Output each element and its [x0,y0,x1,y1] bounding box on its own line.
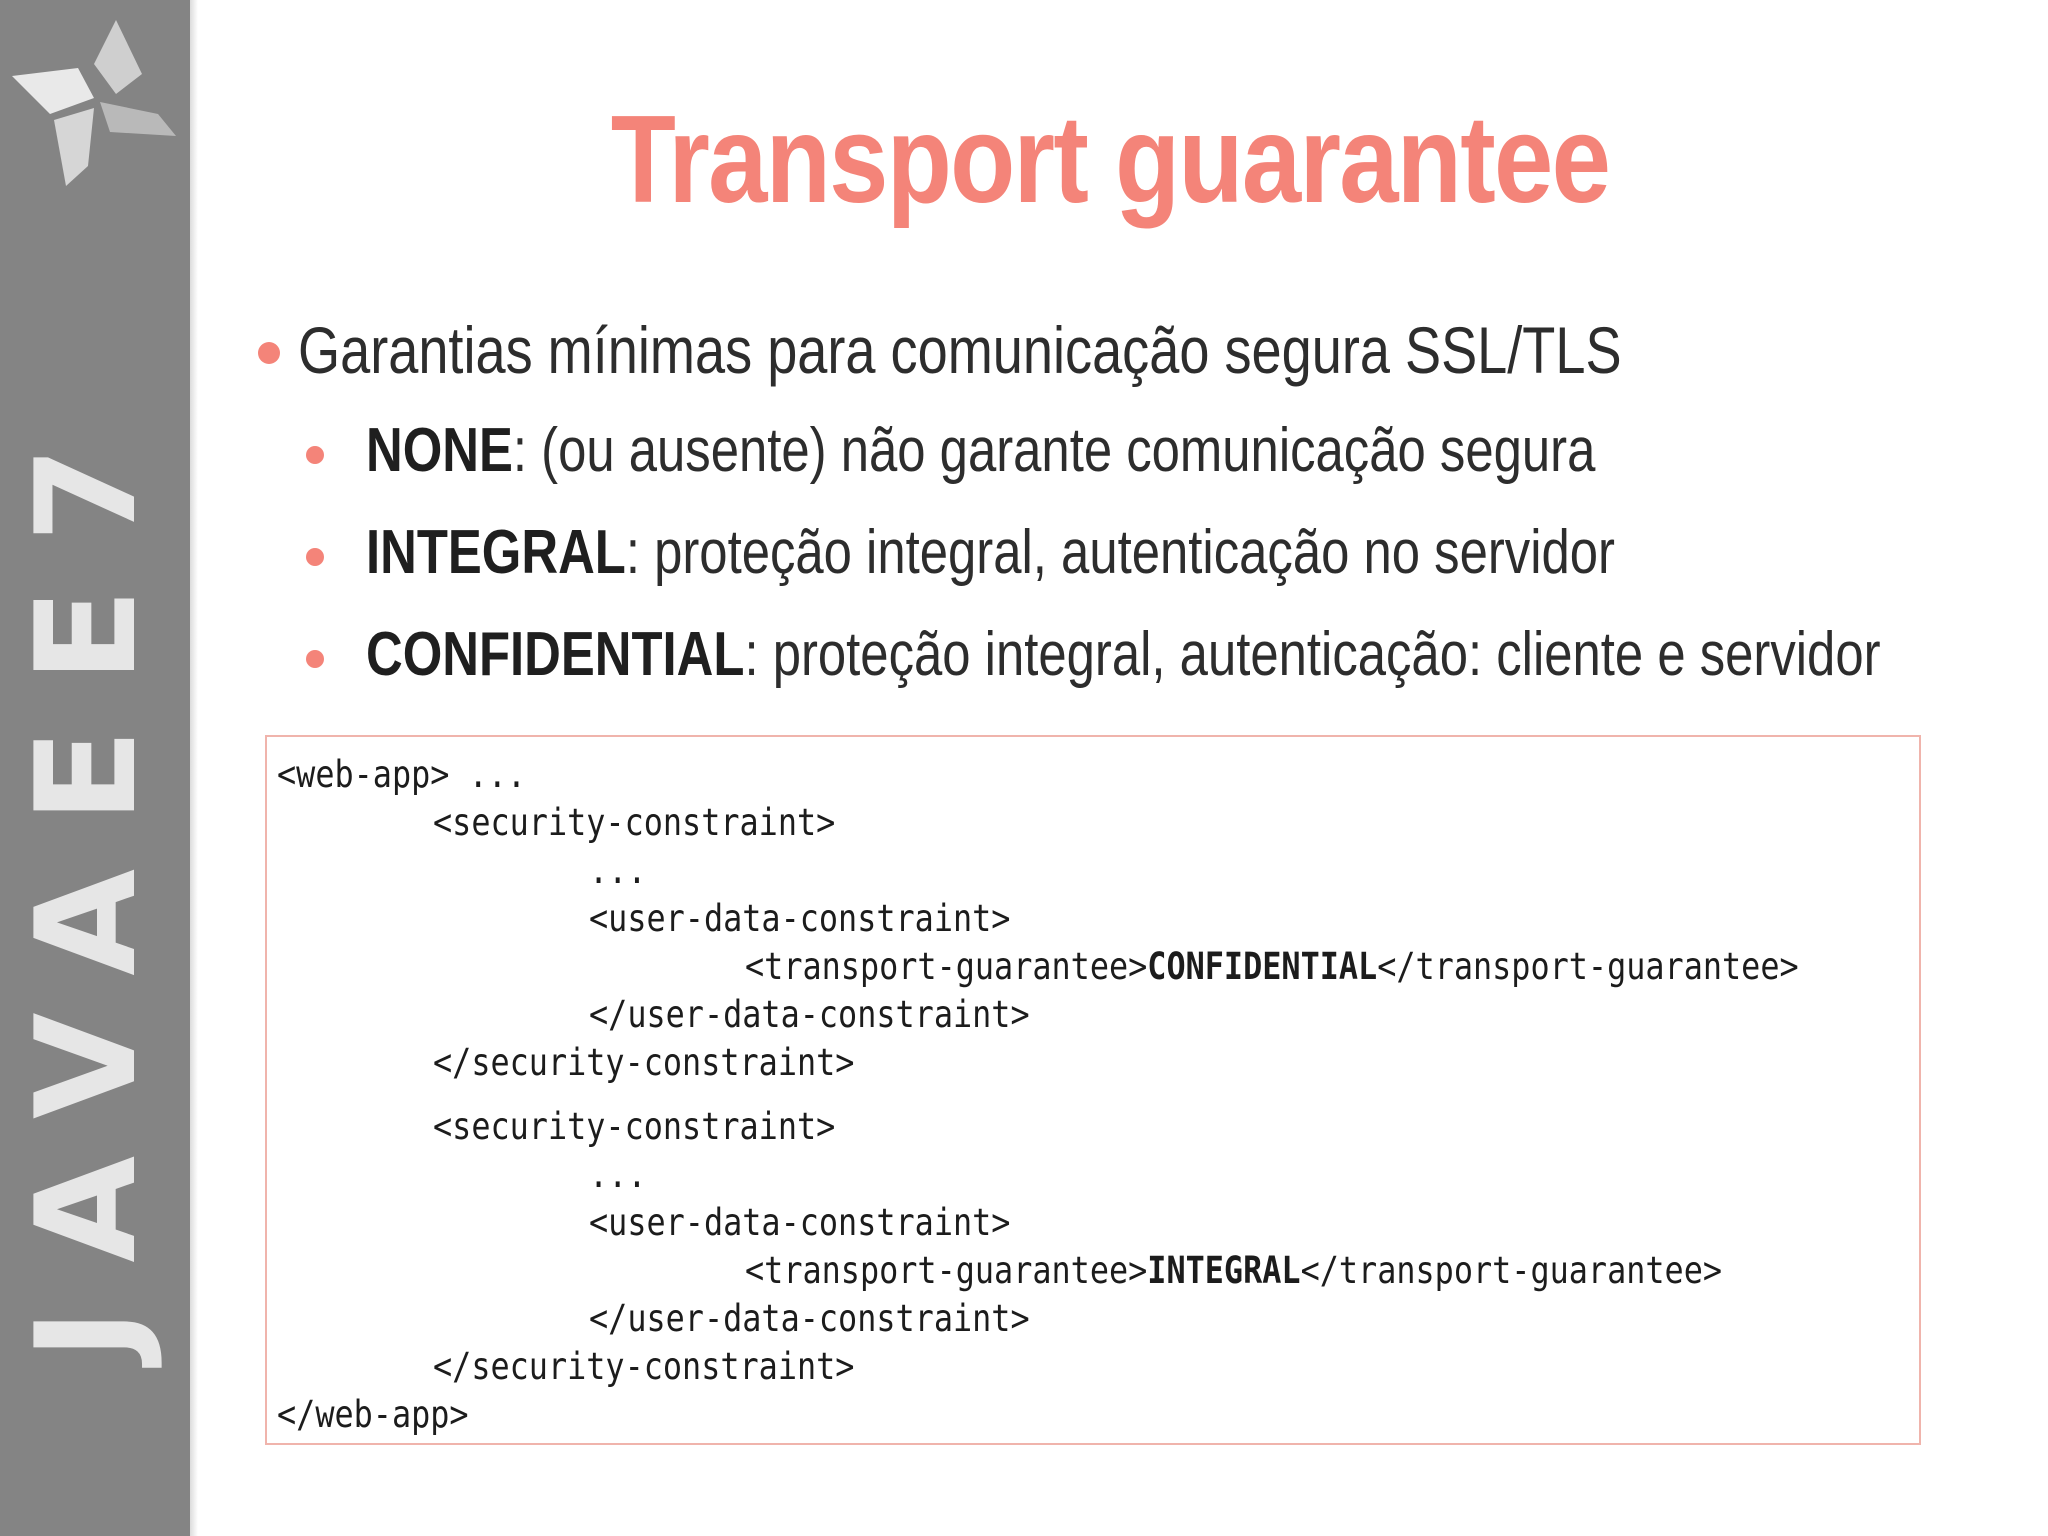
sub-bullet-text [366,502,1615,604]
slide-title: Transport guarantee [610,91,1610,229]
code-line: <web-app> ... [277,753,527,796]
sub-bullet-list [250,400,2000,706]
javaee-logo-icon [8,18,178,188]
code-tag: </transport-guarantee> [1300,1249,1723,1292]
bullet-list [250,300,2000,706]
sub-bullet-text [366,400,1595,502]
bullet-dot-icon [306,650,324,668]
bullet-dot-icon [306,446,324,464]
description: : proteção integral, autenticação no servidor [625,518,1615,587]
code-line: </security-constraint> [433,1041,855,1084]
bullet-dot-icon [258,342,280,364]
code-line: ... [589,1153,647,1196]
code-tag: <transport-guarantee> [745,1249,1148,1292]
sidebar: JAVAEE7 [0,0,190,1536]
code-line: <user-data-constraint> [589,1201,1011,1244]
code-value: INTEGRAL [1147,1249,1301,1292]
code-line: <security-constraint> [433,801,836,844]
description: : (ou ausente) não garante comunicação segura [512,416,1596,485]
sub-bullet-none [250,400,2000,502]
sidebar-divider [190,0,198,1536]
code-value: CONFIDENTIAL [1147,945,1378,988]
main-bullet [250,300,2000,400]
bullet-dot-icon [306,548,324,566]
code-tag: </transport-guarantee> [1377,945,1799,988]
code-line: <user-data-constraint> [589,897,1011,940]
code-line: </user-data-constraint> [589,1297,1030,1340]
main-bullet-text: Garantias mínimas para comunicação segura SSL/TLS [298,313,1622,387]
code-block [265,735,1921,1445]
code-line: <security-constraint> [433,1105,836,1148]
keyword-confidential: CONFIDENTIAL [366,620,745,689]
sub-bullet-integral [250,502,2000,604]
sub-bullet-confidential [250,604,2000,706]
code-line [745,943,1799,991]
code-line [745,1247,1722,1295]
description: : proteção integral, autenticação: cliente e servidor [744,620,1881,689]
code-line: ... [589,849,647,892]
keyword-none: NONE [366,416,513,485]
code-tag: <transport-guarantee> [745,945,1148,988]
code-line: </security-constraint> [433,1345,855,1388]
code-line: </web-app> [277,1393,469,1436]
keyword-integral: INTEGRAL [366,518,626,587]
code-line: </user-data-constraint> [589,993,1030,1036]
sub-bullet-text [366,604,1881,706]
